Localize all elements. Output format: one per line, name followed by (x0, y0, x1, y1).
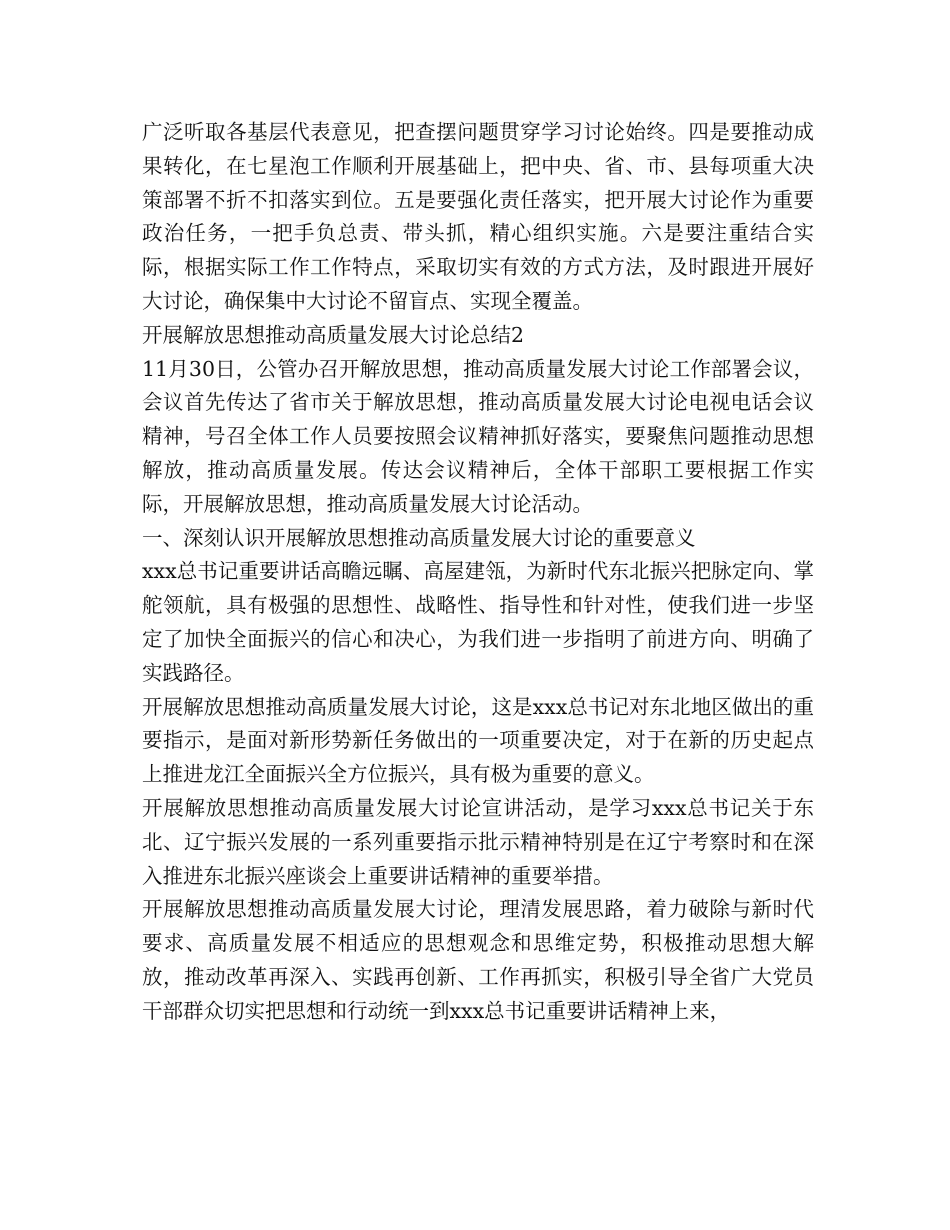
paragraph-6: 开展解放思想推动高质量发展大讨论，这是xxx总书记对东北地区做出的重要指示，是面对新形势新任务做出的一项重要决定，对于在新的历史起点上推进龙江全面振兴全方位振兴，具有极为重要的意义。 (142, 694, 814, 787)
paragraph-8: 开展解放思想推动高质量发展大讨论，理清发展思路，着力破除与新时代要求、高质量发展不相适应的思想观念和思维定势，积极推动思想大解放，推动改革再深入、实践再创新、工作再抓实，积极引导全省广大党员干部群众切实把思想和行动统一到xxx总书记重要讲话精神上来， (142, 897, 814, 1023)
document-body (142, 116, 814, 1029)
paragraph-1: 广泛听取各基层代表意见，把查摆问题贯穿学习讨论始终。四是要推动成果转化，在七星泡工作顺利开展基础上，把中央、省、市、县每项重大决策部署不折不扣落实到位。五是要强化责任落实，把开展大讨论作为重要政治任务，一把手负总责、带头抓，精心组织实施。六是要注重结合实际，根据实际工作工作特点，采取切实有效的方式方法，及时跟进开展好大讨论，确保集中大讨论不留盲点、实现全覆盖。 (142, 120, 814, 313)
paragraph-3: 11月30日，公管办召开解放思想，推动高质量发展大讨论工作部署会议，会议首先传达了省市关于解放思想，推动高质量发展大讨论电视电话会议精神，号召全体工作人员要按照会议精神抓好落实，要聚焦问题推动思想解放，推动高质量发展。传达会议精神后，全体干部职工要根据工作实际，开展解放思想，推动高质量发展大讨论活动。 (142, 356, 814, 516)
section-heading-2: 开展解放思想推动高质量发展大讨论总结2 (142, 322, 525, 347)
paragraph-7: 开展解放思想推动高质量发展大讨论宣讲活动，是学习xxx总书记关于东北、辽宁振兴发展的一系列重要指示批示精神特别是在辽宁考察时和在深入推进东北振兴座谈会上重要讲话精神的重要举措。 (142, 795, 814, 888)
section-heading-4: 一、深刻认识开展解放思想推动高质量发展大讨论的重要意义 (142, 525, 696, 550)
paragraph-5: xxx总书记重要讲话高瞻远瞩、高屋建瓴，为新时代东北振兴把脉定向、掌舵领航，具有极强的思想性、战略性、指导性和针对性，使我们进一步坚定了加快全面振兴的信心和决心，为我们进一步指明了前进方向、明确了实践路径。 (142, 559, 814, 685)
